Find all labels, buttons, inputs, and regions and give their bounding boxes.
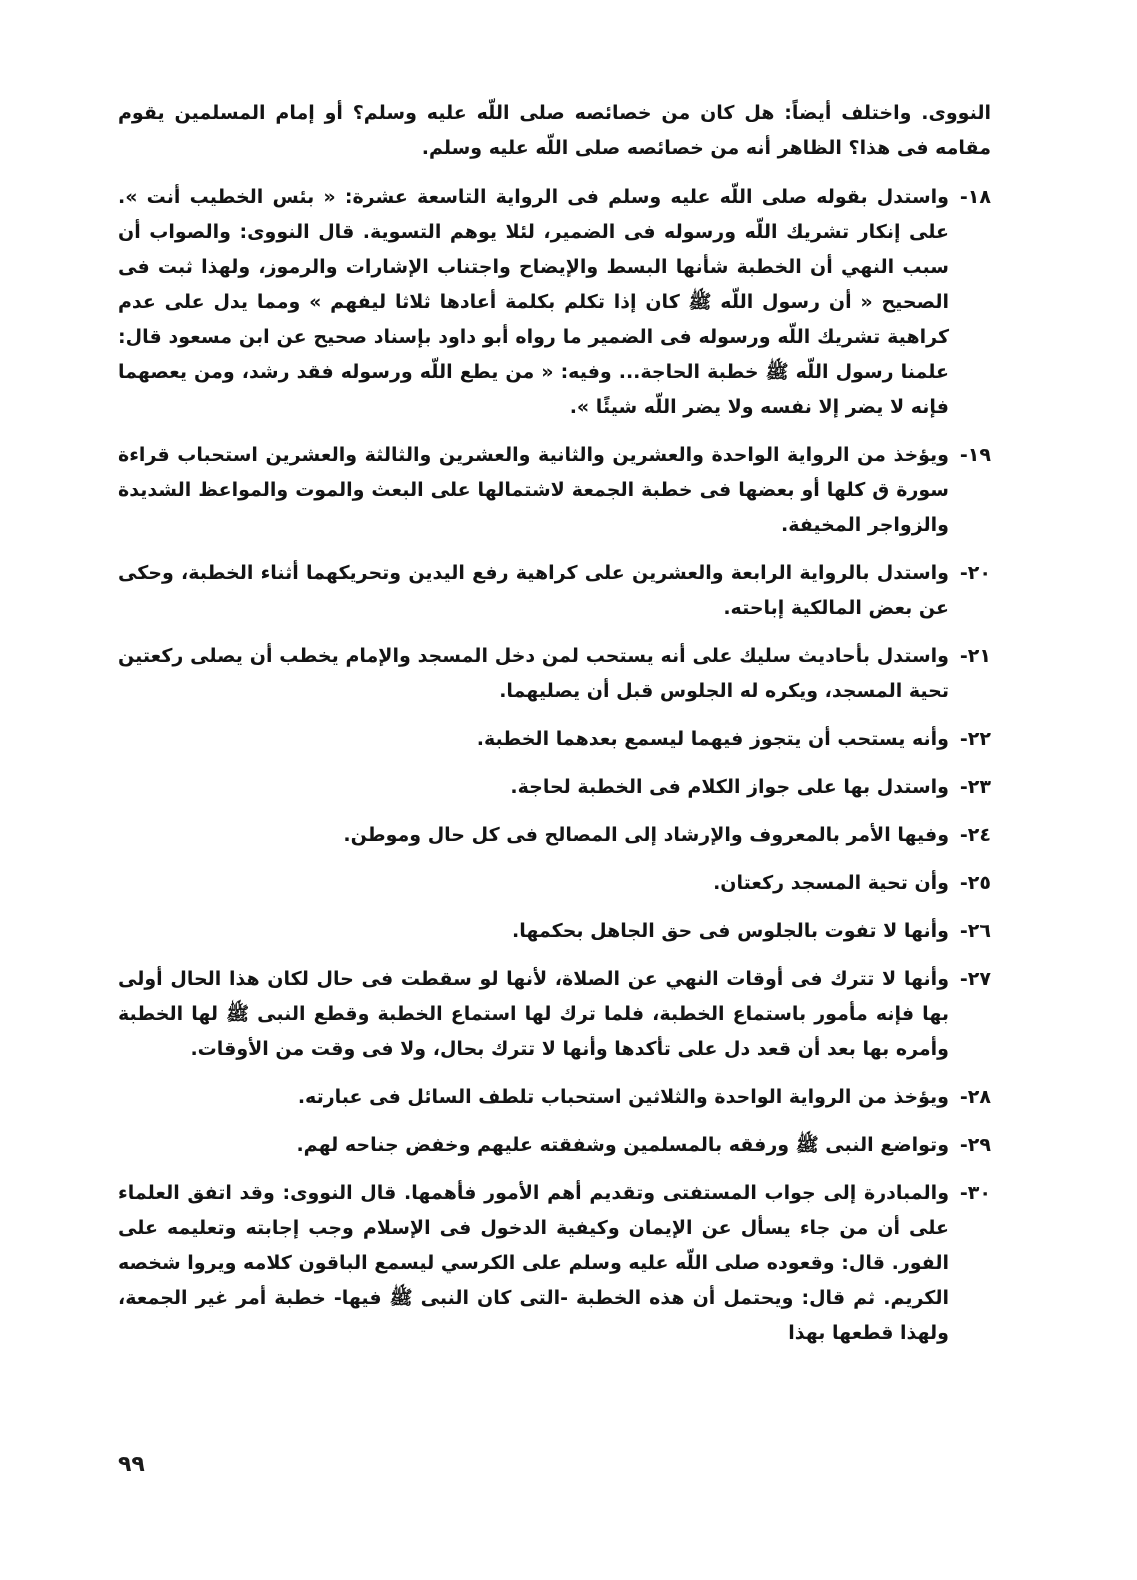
item-text: واستدل بها على جواز الكلام فى الخطبة لحاجة. [510,776,949,798]
item-number: ١٨- [959,186,991,208]
item-number: ٣٠- [959,1182,991,1204]
page-number: ٩٩ [118,1452,145,1477]
item-text: ويؤخذ من الرواية الواحدة والثلاثين استحباب تلطف السائل فى عبارته. [297,1086,949,1108]
item-text: وأن تحية المسجد ركعتان. [713,872,949,894]
list-item [118,180,991,425]
list-item [118,1176,991,1351]
item-text: وأنها لا تفوت بالجلوس فى حق الجاهل بحكمها. [512,920,949,942]
list-item [118,1128,991,1163]
list-item [118,770,991,805]
item-number: ٢٣- [959,776,991,798]
item-number: ٢٧- [959,968,991,990]
list-item [118,914,991,949]
list-item [118,722,991,757]
item-text: وتواضع النبى ﷺ ورفقه بالمسلمين وشفقته عليهم وخفض جناحه لهم. [296,1134,949,1156]
item-number: ٢١- [959,645,991,667]
item-text: واستدل بقوله صلى اللّه عليه وسلم فى الرواية التاسعة عشرة: « بئس الخطيب أنت ». على إنكار تشريك اللّه ورسوله فى الضمير، لئلا يوهم التسوية. قال النووى: والصواب أن سبب النهي أن الخطبة شأنها البسط والإيضاح واجتناب الإشارات والرموز، ولهذا ثبت فى الصحيح « أن رسول اللّه ﷺ كان إذا تكلم بكلمة أعادها ثلاثا ليفهم » ومما يدل على عدم كراهية تشريك اللّه ورسوله فى الضمير ما رواه أبو داود بإسناد صحيح عن ابن مسعود قال: علمنا رسول اللّه ﷺ خطبة الحاجة... وفيه: « من يطع اللّه ورسوله فقد رشد، ومن يعصهما فإنه لا يضر إلا نفسه ولا يضر اللّه شيئًا ». [118,186,949,418]
item-text: وأنه يستحب أن يتجوز فيهما ليسمع بعدهما الخطبة. [476,728,949,750]
list-item [118,866,991,901]
intro-paragraph: النووى. واختلف أيضاً: هل كان من خصائصه صلى اللّه عليه وسلم؟ أو إمام المسلمين يقوم مقامه فى هذا؟ الظاهر أنه من خصائصه صلى اللّه عليه وسلم. [118,102,991,159]
item-number: ٢٦- [959,920,991,942]
item-text: واستدل بأحاديث سليك على أنه يستحب لمن دخل المسجد والإمام يخطب أن يصلى ركعتين تحية المسجد، ويكره له الجلوس قبل أن يصليهما. [118,645,949,702]
item-number: ٢٩- [959,1134,991,1156]
list-item [118,639,991,709]
item-number: ٢٤- [959,824,991,846]
item-text: واستدل بالرواية الرابعة والعشرين على كراهية رفع اليدين وتحريكهما أثناء الخطبة، وحكى عن بعض المالكية إباحته. [118,562,949,619]
list-item [118,818,991,853]
item-number: ٢٥- [959,872,991,894]
item-number: ٢٨- [959,1086,991,1108]
list-item [118,438,991,543]
list-item [118,556,991,626]
item-text: وفيها الأمر بالمعروف والإرشاد إلى المصالح فى كل حال وموطن. [343,824,949,846]
item-text: ويؤخذ من الرواية الواحدة والعشرين والثانية والعشرين والثالثة والعشرين استحباب قراءة سورة ق كلها أو بعضها فى خطبة الجمعة لاشتمالها على البعث والموت والمواعظ الشديدة والزواجر المخيفة. [118,444,949,536]
list-item [118,962,991,1067]
item-text: وأنها لا تترك فى أوقات النهي عن الصلاة، لأنها لو سقطت فى حال لكان هذا الحال أولى بها فإنه مأمور باستماع الخطبة، فلما ترك لها استماع الخطبة وقطع النبى ﷺ لها الخطبة وأمره بها بعد أن قعد دل على تأكدها وأنها لا تترك بحال، ولا فى وقت من الأوقات. [118,968,949,1060]
page-body [118,96,991,1476]
list-item [118,1080,991,1115]
item-number: ٢٠- [959,562,991,584]
item-number: ٢٢- [959,728,991,750]
item-number: ١٩- [959,444,991,466]
item-text: والمبادرة إلى جواب المستفتى وتقديم أهم الأمور فأهمها. قال النووى: وقد اتفق العلماء على أن من جاء يسأل عن الإيمان وكيفية الدخول فى الإسلام وجب إجابته وتعليمه على الفور. قال: وقعوده صلى اللّه عليه وسلم على الكرسي ليسمع الباقون كلامه ويروا شخصه الكريم. ثم قال: ويحتمل أن هذه الخطبة -التى كان النبى ﷺ فيها- خطبة أمر غير الجمعة، ولهذا قطعها بهذا [118,1182,949,1344]
